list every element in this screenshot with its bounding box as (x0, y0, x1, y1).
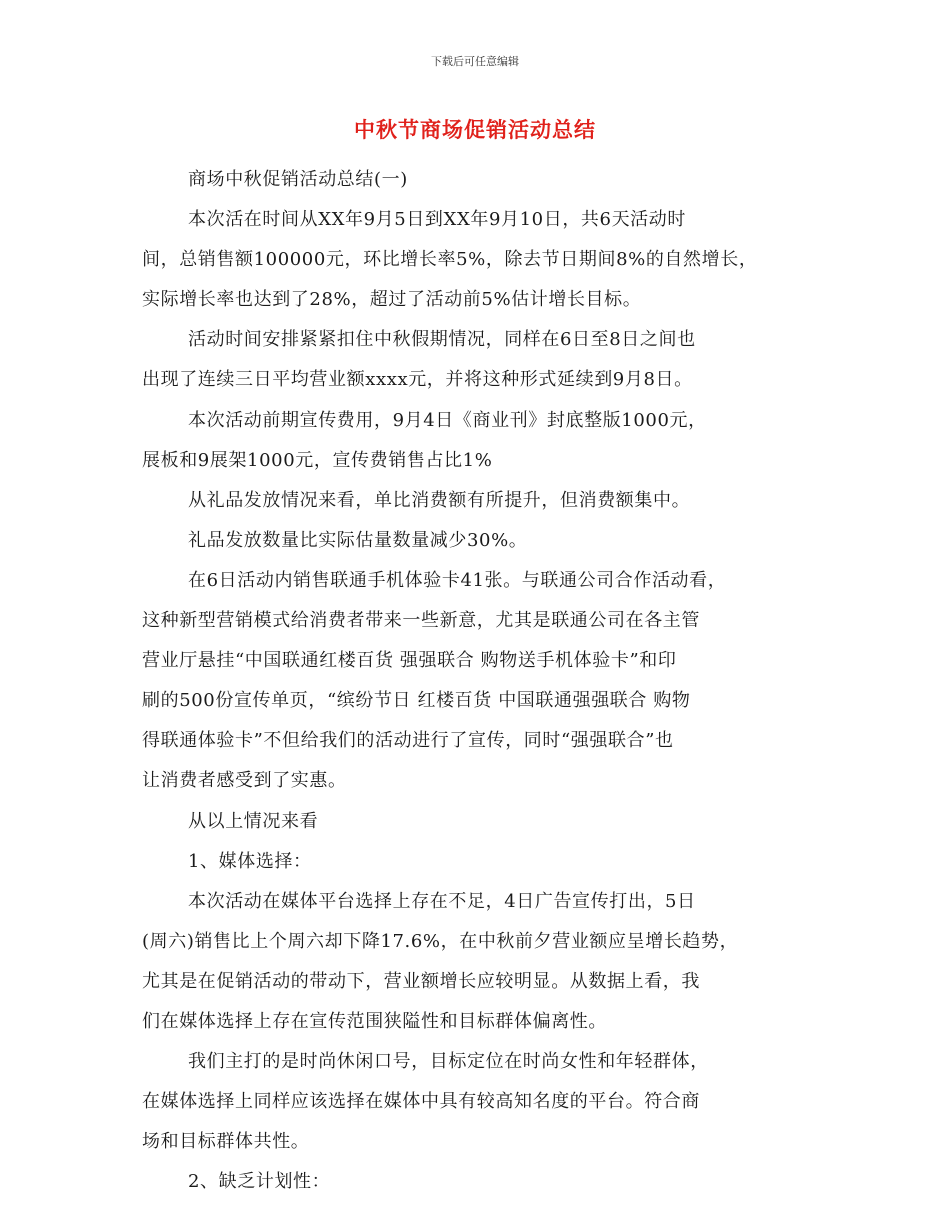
text-line: 1、媒体选择： (188, 850, 312, 872)
text-line: 间，总销售额100000元，环比增长率5%，除去节日期间8%的自然增长， (142, 249, 758, 271)
text-line: 营业厅悬挂“中国联通红楼百货 强强联合 购物送手机体验卡”和印 (142, 650, 677, 672)
text-line: 这种新型营销模式给消费者带来一些新意，尤其是联通公司在各主管 (142, 610, 700, 632)
text-line: (周六)销售比上个周六却下降17.6%，在中秋前夕营业额应呈增长趋势， (142, 930, 739, 952)
text-line: 们在媒体选择上存在宣传范围狭隘性和目标群体偏离性。 (142, 1010, 607, 1032)
text-line: 场和目标群体共性。 (142, 1131, 310, 1153)
text-line: 在6日活动内销售联通手机体验卡41张。与联通公司合作活动看， (188, 569, 727, 591)
text-line: 本次活动前期宣传费用，9月4日《商业刊》封底整版1000元， (188, 409, 707, 431)
text-line: 礼品发放数量比实际估量数量减少30%。 (188, 529, 528, 551)
text-line: 从礼品发放情况来看，单比消费额有所提升，但消费额集中。 (188, 489, 691, 511)
text-line: 从以上情况来看 (188, 810, 319, 832)
text-line: 本次活在时间从XX年9月5日到XX年9月10日，共6天活动时 (188, 209, 686, 231)
text-line: 商场中秋促销活动总结(一) (188, 169, 408, 190)
text-line: 得联通体验卡”不但给我们的活动进行了宣传，同时“强强联合”也 (142, 730, 674, 752)
text-line: 本次活动在媒体平台选择上存在不足，4日广告宣传打出，5日 (188, 890, 696, 912)
document-body (142, 160, 842, 1202)
text-line: 实际增长率也达到了28%，超过了活动前5%估计增长目标。 (142, 289, 642, 311)
document-title: 中秋节商场促销活动总结 (354, 118, 596, 142)
text-line: 让消费者感受到了实惠。 (142, 770, 347, 792)
text-line: 刷的500份宣传单页，“缤纷节日 红楼百货 中国联通强强联合 购物 (142, 690, 691, 712)
text-line: 我们主打的是时尚休闲口号，目标定位在时尚女性和年轻群体， (188, 1051, 709, 1073)
text-line: 在媒体选择上同样应该选择在媒体中具有较高知名度的平台。符合商 (142, 1091, 700, 1113)
text-line: 活动时间安排紧紧扣住中秋假期情况，同样在6日至8日之间也 (188, 329, 696, 351)
header-note: 下载后可任意编辑 (431, 55, 519, 68)
text-line: 2、缺乏计划性： (188, 1171, 331, 1193)
text-line: 尤其是在促销活动的带动下，营业额增长应较明显。从数据上看，我 (142, 970, 700, 992)
text-line: 出现了连续三日平均营业额xxxx元，并将这种形式延续到9月8日。 (142, 369, 693, 391)
text-line: 展板和9展架1000元，宣传费销售占比1% (142, 449, 493, 471)
